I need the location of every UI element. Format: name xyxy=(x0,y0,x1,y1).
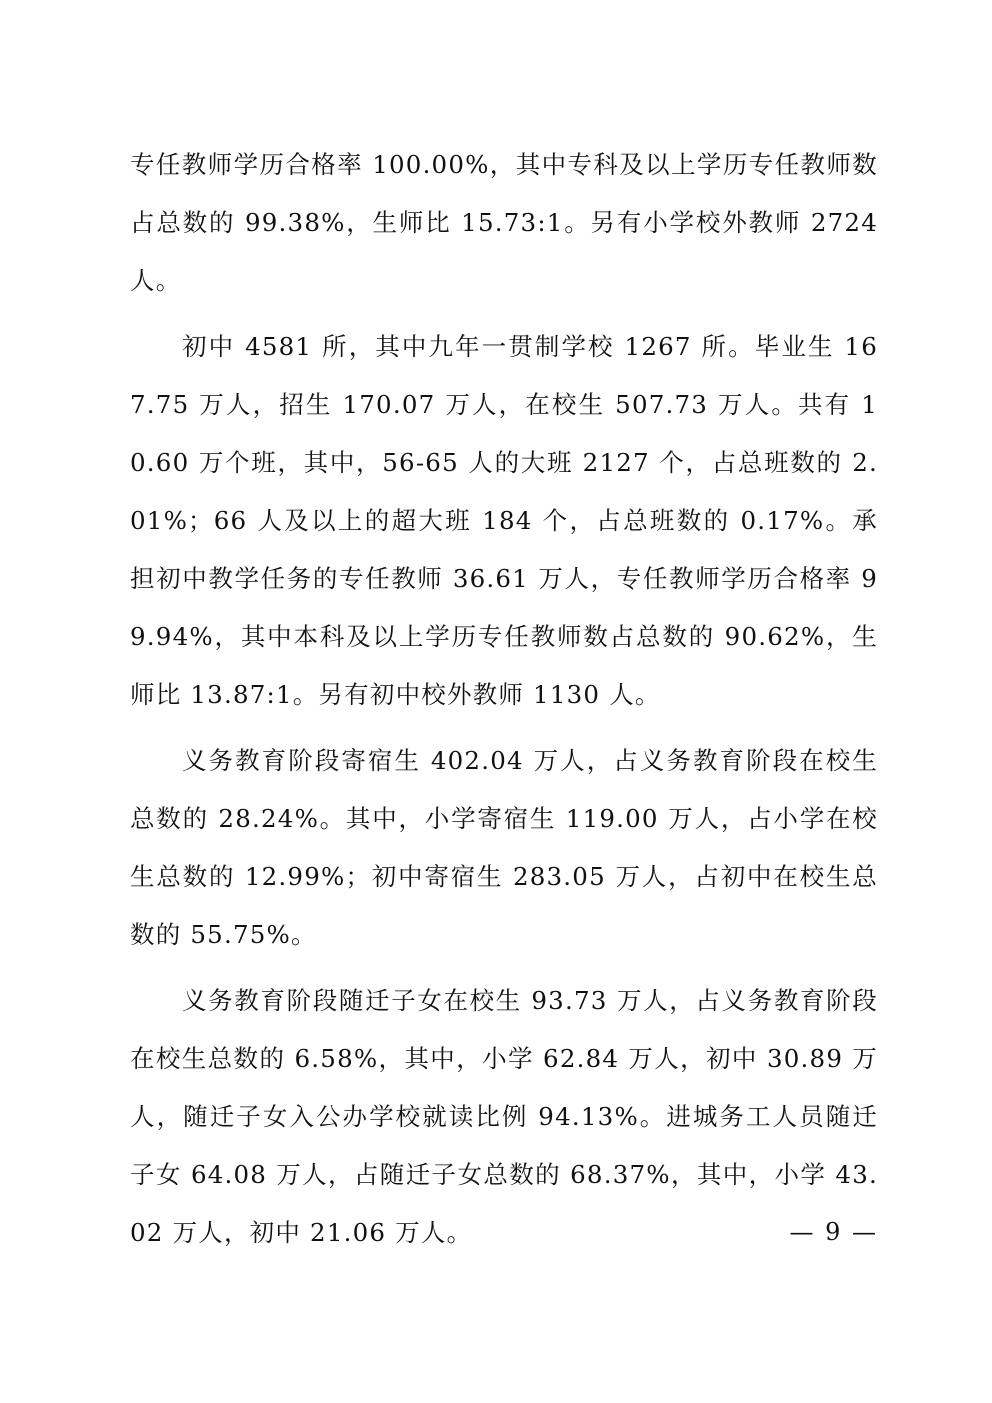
body-text xyxy=(130,136,878,1270)
paragraph-1: 专任教师学历合格率 100.00%，其中专科及以上学历专任教师数占总数的 99.38%，生师比 15.73:1。另有小学校外教师 2724 人。 xyxy=(130,150,878,295)
paragraph-3: 义务教育阶段寄宿生 402.04 万人，占义务教育阶段在校生总数的 28.24%。其中，小学寄宿生 119.00 万人，占小学在校生总数的 12.99%；初中寄宿生 283.05 万人，占初中在校生总数的 55.75%。 xyxy=(130,746,878,949)
page-number: — 9 — xyxy=(789,1218,878,1246)
paragraph-2: 初中 4581 所，其中九年一贯制学校 1267 所。毕业生 167.75 万人，招生 170.07 万人，在校生 507.73 万人。共有 10.60 万个班，其中，56-65 人的大班 2127 个，占总班数的 2.01%；66 人及以上的超大班 184 个，占总班数的 0.17%。承担初中教学任务的专任教师 36.61 万人，专任教师学历合格率 99.94%，其中本科及以上学历专任教师数占总数的 90.62%，生师比 13.87:1。另有初中校外教师 1130 人。 xyxy=(130,332,878,709)
paragraph-4: 义务教育阶段随迁子女在校生 93.73 万人，占义务教育阶段在校生总数的 6.58%，其中，小学 62.84 万人，初中 30.89 万人，随迁子女入公办学校就读比例 94.13%。进城务工人员随迁子女 64.08 万人，占随迁子女总数的 68.37%，其中，小学 43.02 万人，初中 21.06 万人。 xyxy=(130,986,878,1247)
